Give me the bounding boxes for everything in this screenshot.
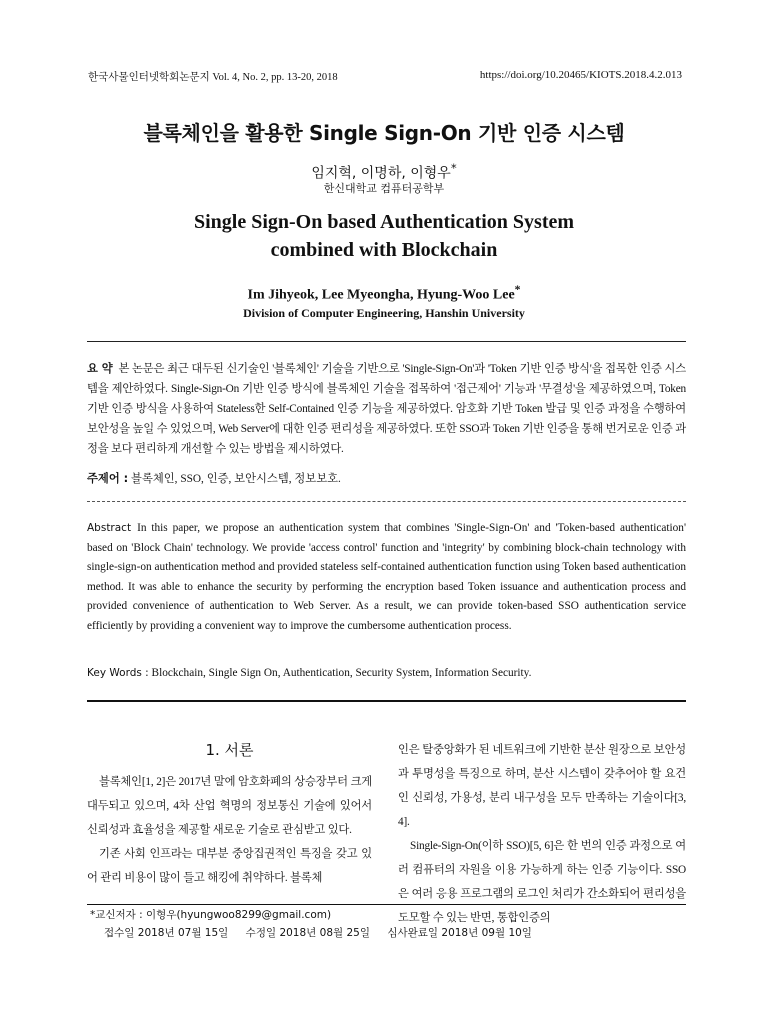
keywords-korean-text: 블록체인, SSO, 인증, 보안시스템, 정보보호.: [131, 473, 341, 485]
affiliation-english: Division of Computer Engineering, Hanshin University: [243, 306, 525, 320]
submission-dates: [104, 925, 546, 940]
corresponding-author-footnote: *교신저자 : 이형우(hyungwoo8299@gmail.com): [90, 909, 332, 921]
section-heading-introduction: 1. 서론: [205, 741, 254, 759]
keywords-english: [87, 667, 531, 679]
journal-header: 한국사물인터넷학회논문지 Vol. 4, No. 2, pp. 13-20, 2018: [88, 72, 338, 83]
divider-top: [87, 341, 686, 342]
paper-title-korean: 블록체인을 활용한 Single Sign-On 기반 인증 시스템: [143, 121, 625, 145]
body-paragraph: 인은 탈중앙화가 된 네트워크에 기반한 분산 원장으로 보안성과 투명성을 특징으로 하며, 분산 시스템이 갖추어야 할 요건인 신뢰성, 가용성, 분리 내구성을 모두 만족하는 기술이다[3, 4].: [398, 744, 686, 828]
divider-bottom: [87, 700, 686, 702]
accepted-date: 심사완료일 2018년 09월 10일: [387, 927, 532, 939]
abstract-korean-label: 요 약: [87, 362, 113, 375]
abstract-korean: [87, 359, 686, 459]
corresponding-author-mark-en: *: [514, 283, 521, 296]
footnote-divider: [87, 904, 686, 905]
authors-korean-names: 임지혁, 이명하, 이형우: [311, 165, 451, 182]
body-paragraph: Single-Sign-On(이하 SSO)[5, 6]은 한 번의 인증 과정으로 여러 컴퓨터의 자원을 이용 가능하게 하는 인증 기능이다. SSO은 여러 응용 프로그램의 로그인 처리가 간소화되어 편리성을 도모할 수 있는 반면, 통합인증의: [398, 840, 686, 924]
body-column-left: [87, 770, 372, 890]
divider-dashed: [87, 501, 686, 502]
keywords-korean: [87, 470, 341, 486]
paper-title-english-line2: combined with Blockchain: [270, 239, 498, 261]
corresponding-author-mark: *: [450, 161, 457, 175]
abstract-english-label: Abstract: [87, 522, 132, 534]
abstract-english-text: In this paper, we propose an authentication system that combines 'Single-Sign-On' and 'Token-based authentication' based on 'Block Chain' technology. We provide 'access control' function and 'integrity' by combining block-chain technology with single-sign-on authentication method and provided stateless self-contained authentication function using Token based authentication method. It was able to enhance the security by performing the encryption based Token issuance and authentication process and provided convenience of authentication to Web Server. As a result, we can provide token-based SSO authentication service efficiently by providing a convenient way to improve the cumbersome authentication process.: [87, 522, 686, 632]
keywords-korean-label: 주제어 :: [87, 472, 129, 485]
body-paragraph: 기존 사회 인프라는 대부분 중앙집권적인 특징을 갖고 있어 관리 비용이 많이 들고 해킹에 취약하다. 블록체: [87, 848, 372, 884]
abstract-english: [87, 519, 686, 636]
paper-title-english: [0, 208, 768, 264]
keywords-english-label: Key Words :: [87, 667, 149, 679]
authors-english: [0, 283, 768, 304]
paper-title-english-line1: Single Sign-On based Authentication System: [193, 211, 575, 233]
affiliation-korean: 한신대학교 컴퓨터공학부: [323, 182, 445, 195]
received-date: 접수일 2018년 07월 15일: [104, 927, 229, 939]
keywords-english-text: Blockchain, Single Sign On, Authentication, Security System, Information Security.: [151, 667, 532, 679]
body-column-right: [398, 738, 686, 930]
abstract-korean-text: 본 논문은 최근 대두된 신기술인 '블록체인' 기술을 기반으로 'Single-Sign-On'과 'Token 기반 인증 방식'을 접목한 인증 시스템을 제안하였다. Single-Sign-On 기반 인증 방식에 블록체인 기술을 접목하여 '접근제어' 기능과 '무결성'을 제공하였으며, Token 기반 인증 방식을 사용하여 Stateless한 Self-Contained 인증 기능을 제공하였다. 암호화 기반 Token 발급 및 인증 과정을 수행하여 보안성을 높일 수 있었으며, Web Server에 대한 인증 편리성을 제공하였다. 또한 SSO과 Token 기반 인증을 통해 번거로운 인증 과정을 보다 편리하게 개선할 수 있는 방법을 제시하였다.: [87, 363, 686, 455]
doi-link[interactable]: https://doi.org/10.20465/KIOTS.2018.4.2.013: [479, 69, 682, 81]
authors-english-names: Im Jihyeok, Lee Myeongha, Hyung-Woo Lee: [247, 287, 515, 303]
revised-date: 수정일 2018년 08월 25일: [245, 927, 370, 939]
body-paragraph: 블록체인[1, 2]은 2017년 말에 암호화폐의 상승장부터 크게 대두되고 있으며, 4차 산업 혁명의 정보통신 기술에 있어서 신뢰성과 효율성을 제공할 새로운 기술로 관심받고 있다.: [87, 776, 372, 836]
